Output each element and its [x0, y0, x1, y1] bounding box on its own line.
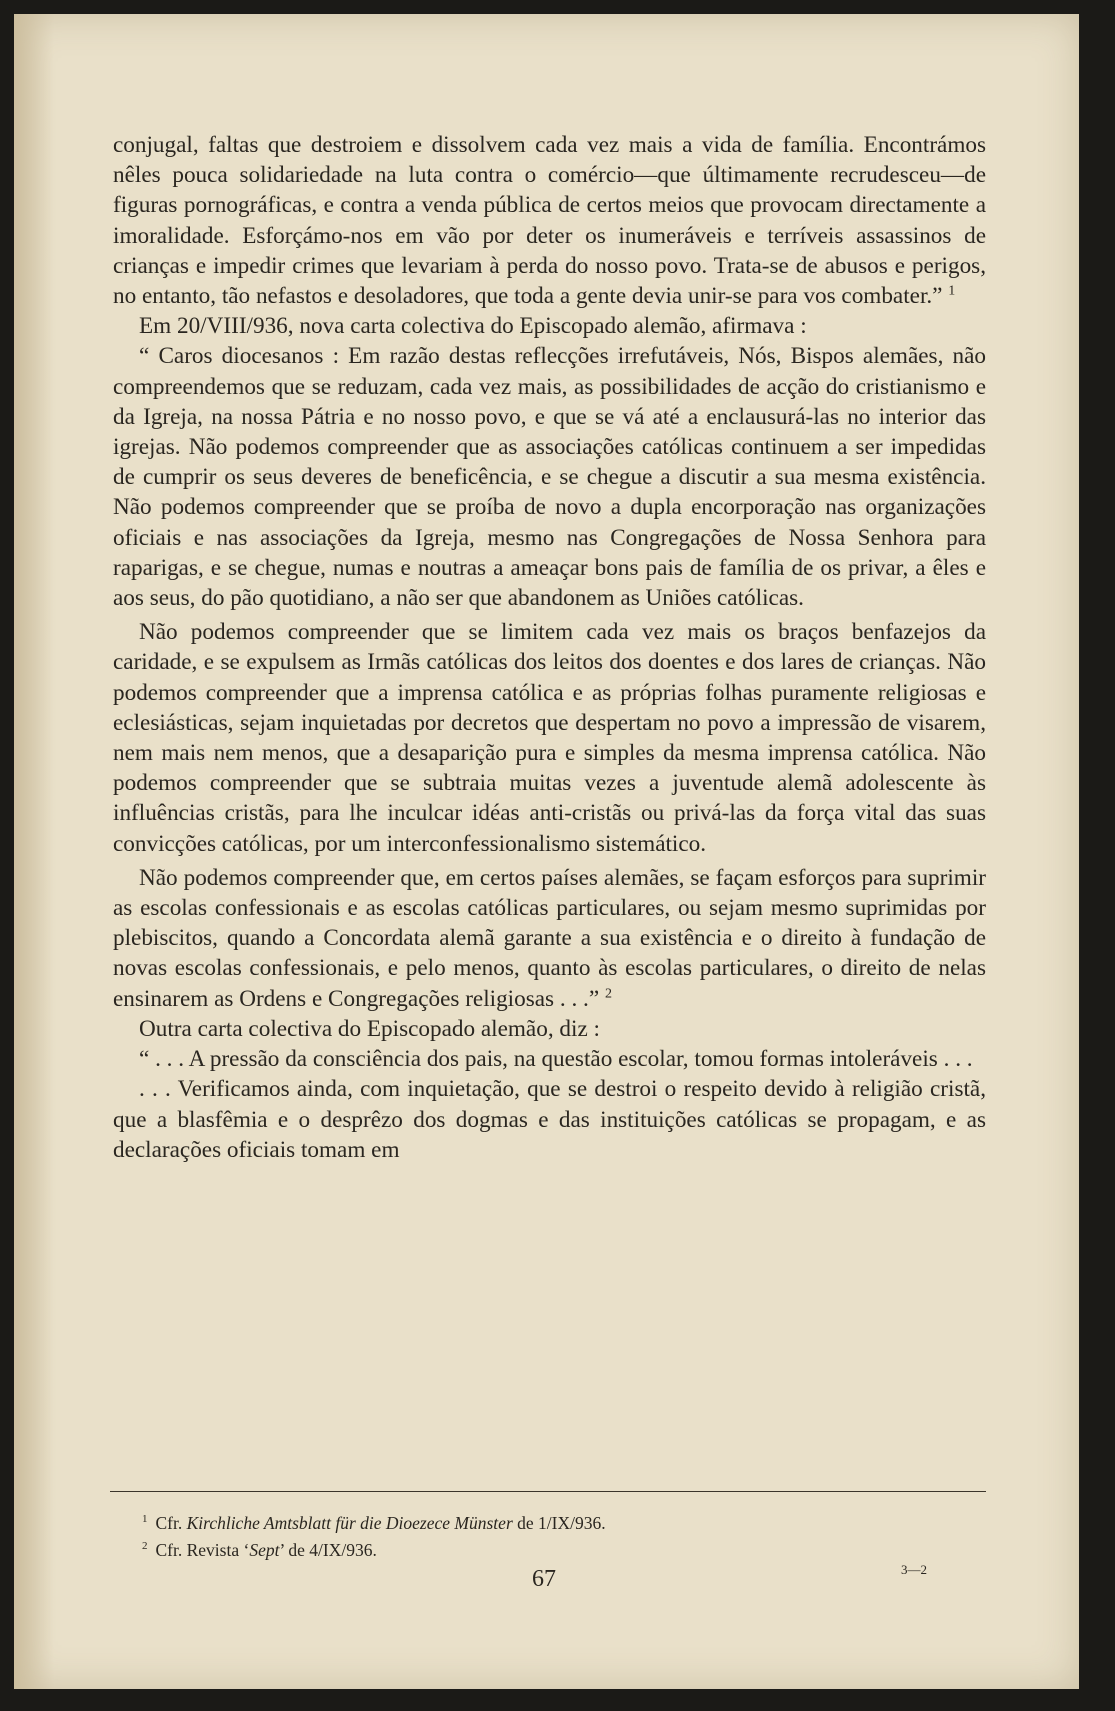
- body-text: [113, 130, 986, 1165]
- footnote-divider: [110, 1491, 986, 1492]
- paragraph-6: Outra carta colectiva do Episcopado alemão, diz :: [139, 1015, 600, 1042]
- printer-signature: 3—2: [901, 1562, 927, 1577]
- footnote-ref-1: 1: [948, 283, 956, 299]
- footnote-ref-2: 2: [604, 985, 612, 1001]
- paragraph-3: “ Caros diocesanos : Em razão destas reflecções irrefutáveis, Nós, Bispos alemães, não compreendemos que se reduzam, cada vez mais, as possibilidades de acção do cristianismo e da Igreja, na nossa Pátria e no nosso povo, e que se vá até a enclausurá-las no interior das igrejas. Não podemos compreender que as associações católicas continuem a ser impedidas de cumprir os seus deveres de beneficência, e se chegue a discutir a sua mesma existência. Não podemos compreender que se proíba de novo a dupla encorporação nas organizações oficiais e nas associações da Igreja, mesmo nas Congregações de Nossa Senhora para raparigas, e se chegue, numas e noutras a ameaçar bons pais de família de os privar, a êles e aos seus, do pão quotidiano, a não ser que abandonem as Uniões católicas.: [113, 343, 986, 612]
- footnotes: [142, 1508, 902, 1562]
- footnote-2: $^2$ Cfr. Revista ‘Sept’ de 4/IX/936.: [142, 1539, 377, 1560]
- paragraph-1: conjugal, faltas que destroiem e dissolvem cada vez mais a vida de família. Encontrámos nêles pouca solidariedade na luta contra o comércio—que últimamente recrudesceu—de figuras pornográficas, e contra a venda pública de certos meios que provocam directamente a imoralidade. Esforçámo-nos em vão por deter os inumeráveis e terríveis assassinos de crianças e impedir crimes que levariam à perda do nosso povo. Trata-se de abusos e perigos, no entanto, tão nefastos e desoladores, que toda a gente devia unir-se para vos combater.” $^1$: [113, 132, 986, 310]
- paragraph-2: Em 20/VIII/936, nova carta colectiva do Episcopado alemão, afirmava :: [139, 313, 807, 340]
- paragraph-4: Não podemos compreender que se limitem cada vez mais os braços benfazejos da caridade, e se expulsem as Irmãs católicas dos leitos dos doentes e dos lares de crianças. Não podemos compreender que a imprensa católica e as próprias folhas puramente religiosas e eclesiásticas, sejam inquietadas por decretos que despertam no povo a impressão de visarem, nem mais nem menos, que a desaparição pura e simples da mesma imprensa católica. Não podemos compreender que se subtraia muitas vezes a juventude alemã adolescente às influências cristãs, para lhe inculcar idéas anti-cristãs ou privá-las da força vital das suas convicções católicas, por um interconfessionalismo sistemático.: [113, 619, 986, 857]
- page-gutter-shadow: [14, 14, 54, 1689]
- footnote-1: $^1$ Cfr. Kirchliche Amtsblatt für die Dioezece Münster de 1/IX/936.: [142, 1512, 606, 1533]
- page-number: 67: [532, 1566, 556, 1592]
- book-page: [14, 14, 1079, 1689]
- paragraph-8: . . . Verificamos ainda, com inquietação, que se destroi o respeito devido à religião cristã, que a blasfêmia e o desprêzo dos dogmas e das instituições católicas se propagam, e as declarações oficiais tomam em: [113, 1076, 986, 1163]
- paragraph-7: “ . . . A pressão da consciência dos pais, na questão escolar, tomou formas intoleráveis . . .: [139, 1046, 973, 1073]
- paragraph-5: Não podemos compreender que, em certos países alemães, se façam esforços para suprimir as escolas confessionais e as escolas católicas particulares, ou sejam mesmo suprimidas por plebiscitos, quando a Concordata alemã garante a sua existência e o direito à fundação de novas escolas confessionais, e pelo menos, quanto às escolas particulares, o direito de nelas ensinarem as Ordens e Congregações religiosas . . .” $^2$: [113, 864, 986, 1012]
